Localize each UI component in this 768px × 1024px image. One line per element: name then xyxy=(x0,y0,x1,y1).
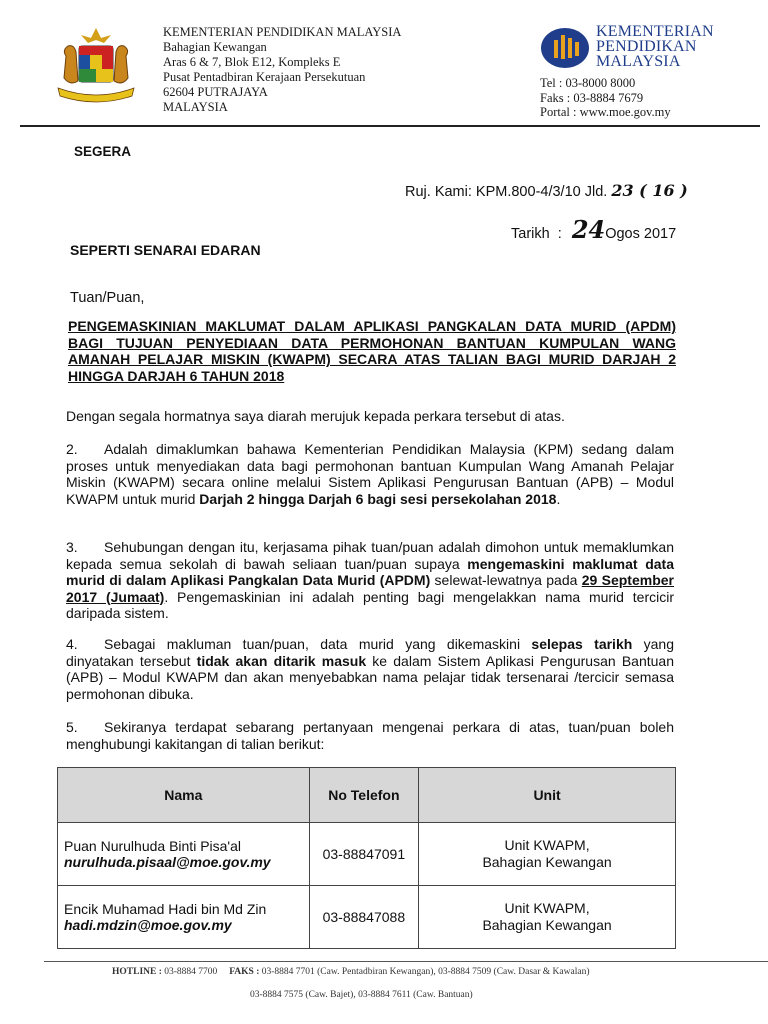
paragraph-text: ke dalam Sistem Aplikasi Pengurusan Bantuan (APB) – Modul KWAPM dan akan menyebabkan nama pelajar tidak tersenarai /tercicir semasa permohonan dibuka. xyxy=(66,652,674,702)
malaysia-coat-of-arms-logo xyxy=(46,26,146,104)
paragraph-bold: selepas tarikh xyxy=(531,636,633,652)
contact-email-link[interactable]: hadi.mdzin@moe.gov.my xyxy=(64,917,232,933)
column-header-phone: No Telefon xyxy=(309,768,418,823)
paragraph-text: yang dinyatakan tersebut xyxy=(66,636,675,669)
paragraph-bold: tidak akan ditarik masuk xyxy=(196,652,367,669)
address-line: Pusat Pentadbiran Kerajaan Persekutuan xyxy=(163,70,366,84)
unit-line: Bahagian Kewangan xyxy=(482,854,612,870)
footer-divider xyxy=(44,961,768,962)
logo-line: MALAYSIA xyxy=(596,53,681,70)
table-row xyxy=(58,823,676,886)
date-month-year: Ogos 2017 xyxy=(605,226,677,242)
contact-table xyxy=(57,767,676,949)
ministry-address-block xyxy=(163,25,401,115)
contact-line: Tel : 03-8000 8000 xyxy=(540,76,636,90)
address-line: 62604 PUTRAJAYA xyxy=(163,85,268,99)
date-label: Tarikh xyxy=(511,226,550,242)
date-day-handwritten: 24 xyxy=(571,215,606,244)
recipient-line: SEPERTI SENARAI EDARAN xyxy=(70,242,261,258)
paragraph-text: selewat-lewatnya pada xyxy=(430,572,582,588)
paragraph-3 xyxy=(66,539,674,622)
reference-number xyxy=(405,181,688,200)
paragraph-4 xyxy=(66,636,674,702)
date-separator: : xyxy=(557,226,562,242)
ref-handwritten: 23 ( 16 ) xyxy=(611,181,688,200)
footer-line-1 xyxy=(112,967,589,977)
fax-numbers: 03-8884 7701 (Caw. Pentadbiran Kewangan), 03-8884 7509 (Caw. Dasar & Kawalan) xyxy=(261,967,590,977)
contact-name-cell xyxy=(58,886,310,949)
salutation: Tuan/Puan, xyxy=(70,290,145,306)
paragraph-text: Sehubungan dengan itu, kerjasama pihak tuan/puan adalah dimohon untuk memaklumkan kepada semua sekolah di bawah seliaan tuan/puan supaya xyxy=(66,539,674,572)
address-line: Bahagian Kewangan xyxy=(163,40,267,54)
header-divider xyxy=(20,125,760,127)
contact-unit-cell xyxy=(419,823,676,886)
paragraph-text: . Pengemaskinian ini adalah penting bagi mengelakkan nama murid tercicir daripada sistem. xyxy=(66,588,674,621)
ref-value: KPM.800-4/3/10 Jld. xyxy=(475,184,608,200)
address-line: KEMENTERIAN PENDIDIKAN MALAYSIA xyxy=(163,25,402,39)
paragraph-text: Sebagai makluman tuan/puan, data murid yang dikemaskini xyxy=(104,636,532,652)
paragraph-5 xyxy=(66,719,674,752)
contact-name: Encik Muhamad Hadi bin Md Zin xyxy=(64,901,267,917)
paragraph-end: . xyxy=(556,490,561,507)
table-row xyxy=(58,886,676,949)
moe-logo-icon xyxy=(540,26,590,70)
paragraph-1: Dengan segala hormatnya saya diarah merujuk kepada perkara tersebut di atas. xyxy=(66,408,565,424)
logo-line: KEMENTERIAN xyxy=(596,23,714,40)
logo-line: PENDIDIKAN xyxy=(596,38,697,55)
paragraph-text: Adalah dimaklumkan bahawa Kementerian Pendidikan Malaysia (KPM) sedang dalam proses untuk menyediakan data bagi permohonan bantuan Kumpulan Wang Amanah Pelajar Miskin (KWAPM) secara online melalui Sistem Aplikasi Pengurusan Bantuan (APB) – Modul KWAPM untuk murid xyxy=(66,441,674,507)
contact-unit-cell xyxy=(419,886,676,949)
footer-line-2: 03-8884 7575 (Caw. Bajet), 03-8884 7611 (Caw. Bantuan) xyxy=(250,990,473,1000)
contact-line: Faks : 03-8884 7679 xyxy=(540,90,644,105)
address-line: Aras 6 & 7, Blok E12, Kompleks E xyxy=(163,55,341,69)
unit-line: Unit KWAPM, xyxy=(504,900,590,916)
paragraph-number: 5. xyxy=(66,719,78,735)
column-header-unit: Unit xyxy=(419,768,676,823)
unit-line: Unit KWAPM, xyxy=(504,837,590,853)
address-line: MALAYSIA xyxy=(163,100,228,114)
urgency-label: SEGERA xyxy=(74,144,132,159)
paragraph-2 xyxy=(66,441,674,507)
paragraph-number: 4. xyxy=(66,636,78,652)
ref-label: Ruj. Kami: xyxy=(405,184,472,200)
contact-email-link[interactable]: nurulhuda.pisaal@moe.gov.my xyxy=(64,854,271,870)
contact-phone: 03-88847088 xyxy=(309,886,418,949)
letter-date xyxy=(511,215,676,244)
table-header-row xyxy=(58,768,676,823)
paragraph-text: Sekiranya terdapat sebarang pertanyaan mengenai perkara di atas, tuan/puan boleh menghubungi kakitangan di talian berikut: xyxy=(66,719,674,752)
fax-label: FAKS : xyxy=(229,967,260,977)
paragraph-bold: mengemaskini maklumat data murid di dalam Aplikasi Pangkalan Data Murid (APDM) xyxy=(66,555,674,588)
hotline-number: 03-8884 7700 xyxy=(164,967,218,977)
ministry-contact-block xyxy=(540,76,671,120)
deadline-date: 29 September 2017 (Jumaat) xyxy=(66,572,674,605)
letter-subject xyxy=(68,318,676,384)
subject-text: PENGEMASKINIAN MAKLUMAT DALAM APLIKASI PANGKALAN DATA MURID (APDM) BAGI TUJUAN PENYEDIAAN DATA PERMOHONAN BANTUAN KUMPULAN WANG AMANAH PELAJAR MISKIN (KWAPM) SECARA ATAS TALIAN BAGI MURID DARJAH 2 HINGGA DARJAH 6 TAHUN 2018 xyxy=(68,318,676,384)
contact-name-cell xyxy=(58,823,310,886)
unit-line: Bahagian Kewangan xyxy=(482,917,612,933)
paragraph-number: 3. xyxy=(66,539,78,555)
moe-name-logotype xyxy=(596,24,714,69)
paragraph-bold: Darjah 2 hingga Darjah 6 bagi sesi persekolahan 2018 xyxy=(199,490,557,507)
paragraph-number: 2. xyxy=(66,441,78,457)
contact-phone: 03-88847091 xyxy=(309,823,418,886)
contact-line: Portal : www.moe.gov.my xyxy=(540,105,671,119)
hotline-label: HOTLINE : xyxy=(112,967,162,977)
contact-name: Puan Nurulhuda Binti Pisa'al xyxy=(64,838,242,854)
column-header-name: Nama xyxy=(58,768,310,823)
